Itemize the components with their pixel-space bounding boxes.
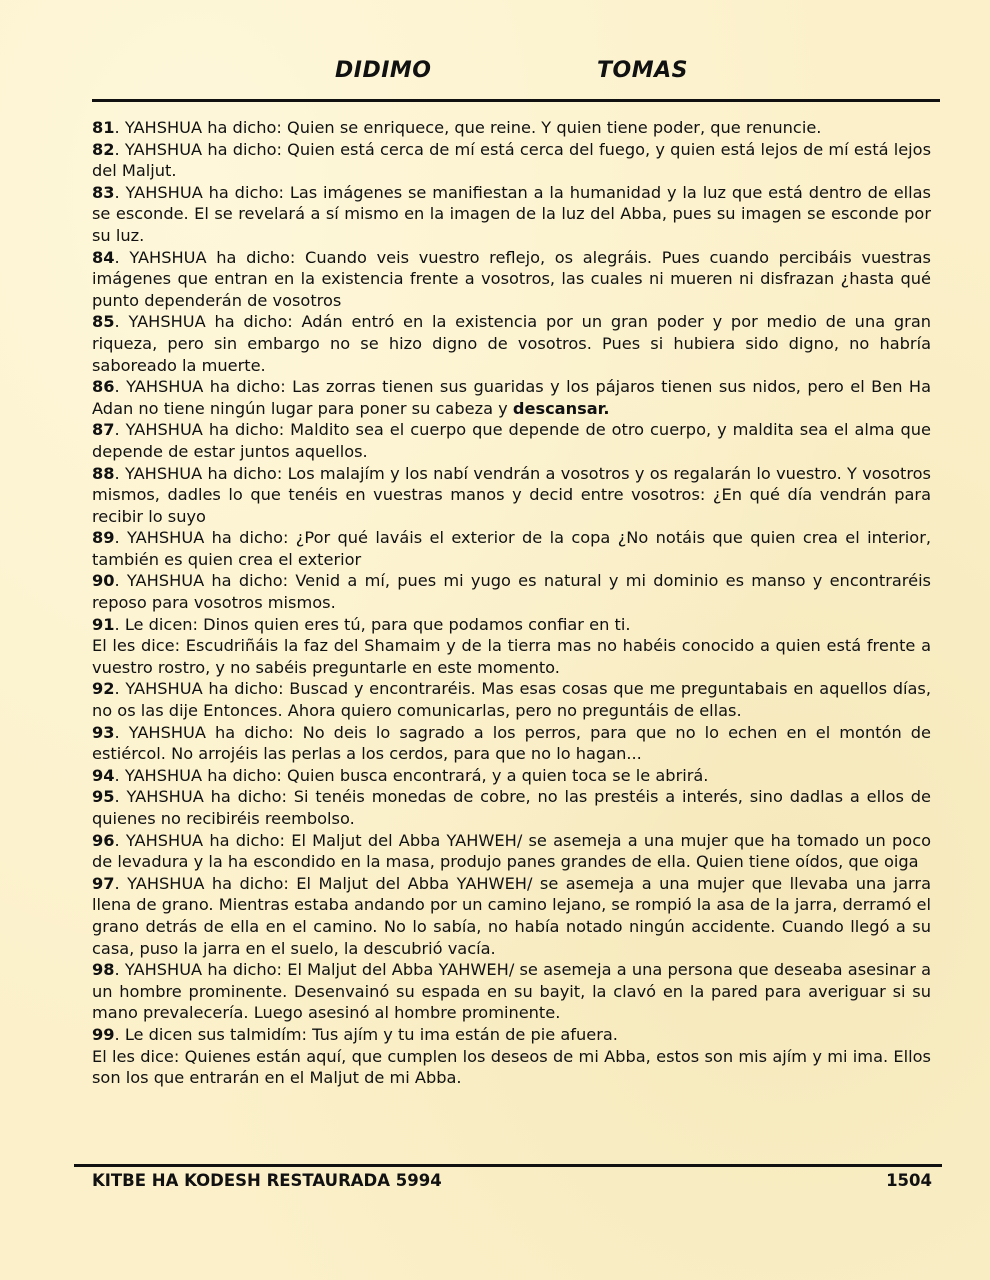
verse-text: . YAHSHUA ha dicho: Venid a mí, pues mi yugo es natural y mi dominio es manso y encontraréis reposo para vosotros mismos.: [92, 571, 931, 613]
verse-number: 93: [92, 722, 115, 742]
verse-number: 96: [92, 830, 115, 850]
footer-divider: [74, 1164, 942, 1167]
verse-text: . YAHSHUA ha dicho: No deis lo sagrado a los perros, para que no lo echen en el montón de estiércol. No arrojéis las perlas a los cerdos, para que no lo hagan...: [92, 722, 931, 764]
verse-text: . YAHSHUA ha dicho: Los malajím y los nabí vendrán a vosotros y os regalarán lo vuestro. Y vosotros mismos, dadles lo que tenéis en vuestras manos y decid entre vosotros: ¿En qué día vendrán para recibir lo suyo: [92, 463, 931, 526]
verse-text: . YAHSHUA ha dicho: Quien se enriquece, que reine. Y quien tiene poder, que renuncie.: [114, 118, 822, 137]
verse: [92, 722, 931, 765]
verse-number: 89: [92, 528, 115, 548]
verse: [92, 376, 931, 419]
verse-number: 83: [92, 182, 115, 202]
verse-text: . YAHSHUA ha dicho: El Maljut del Abba YAHWEH/ se asemeja a una mujer que ha tomado un poco de levadura y la ha escondido en la masa, produjo panes grandes de ella. Quien tiene oídos, que oiga: [92, 830, 931, 872]
verse-number: 94: [92, 765, 115, 785]
footer-book-title: KITBE HA KODESH RESTAURADA 5994: [92, 1171, 442, 1190]
verse-list: [92, 117, 931, 1089]
verse-text: . YAHSHUA ha dicho: Buscad y encontraréis. Mas esas cosas que me preguntabais en aquellos días, no os las dije Entonces. Ahora quiero comunicarlas, pero no preguntáis de ellas.: [92, 679, 931, 721]
verse-text: . YAHSHUA ha dicho: Adán entró en la existencia por un gran poder y por medio de una gran riqueza, pero sin embargo no se hizo digno de vosotros. Pues si hubiera sido digno, no habría saboreado la muerte.: [92, 312, 931, 375]
verse-number: 99: [92, 1024, 115, 1044]
verse: [92, 527, 931, 570]
verse-number: 98: [92, 960, 115, 980]
verse: [92, 765, 931, 787]
verse-text: . YAHSHUA ha dicho: El Maljut del Abba YAHWEH/ se asemeja a una persona que deseaba asesinar a un hombre prominente. Desenvainó su espada en su bayit, la clavó en la pared para averiguar si su mano prevalecería. Luego asesinó al hombre prominente.: [92, 960, 931, 1023]
verse: [92, 959, 931, 1024]
verse-text: . Le dicen: Dinos quien eres tú, para que podamos confiar en ti.: [114, 614, 631, 634]
verse-number: 87: [92, 420, 115, 440]
verse-text: . YAHSHUA ha dicho: Quien está cerca de mí está cerca del fuego, y quien está lejos de mí está lejos del Maljut.: [92, 139, 931, 181]
verse-text: . Le dicen sus talmidím: Tus ajím y tu ima están de pie afuera.: [114, 1024, 618, 1044]
verse-number: 90: [92, 571, 115, 591]
verse: [92, 419, 931, 462]
verse-continuation: [92, 635, 931, 678]
verse-number: 95: [92, 787, 115, 807]
page-number: 1504: [886, 1171, 932, 1190]
verse-number: 91: [92, 614, 115, 634]
verse-number: 82: [92, 139, 115, 159]
verse-text: . YAHSHUA ha dicho: Quien busca encontrará, y a quien toca se le abrirá.: [114, 765, 709, 785]
verse-text: . YAHSHUA ha dicho: El Maljut del Abba YAHWEH/ se asemeja a una mujer que llevaba una jarra llena de grano. Mientras estaba andando por un camino lejano, se rompió la asa de la jarra, derramó el grano detrás de ella en el camino. No lo sabía, no había notado ningún accidente. Cuando llegó a su casa, puso la jarra en el suelo, la descubrió vacía.: [92, 873, 931, 958]
verse: [92, 463, 931, 528]
verse-text: . YAHSHUA ha dicho: Las zorras tienen sus guaridas y los pájaros tienen sus nidos, pero el Ben Ha Adan no tiene ningún lugar para poner su cabeza y: [92, 377, 931, 418]
verse: [92, 830, 931, 873]
page-header: [0, 58, 990, 90]
verse-number: 84: [92, 247, 115, 267]
verse-number: 81: [92, 118, 115, 137]
verse-number: 92: [92, 679, 115, 699]
verse-text: . YAHSHUA ha dicho: Cuando veis vuestro reflejo, os alegráis. Pues cuando percibáis vuestras imágenes que entran en la existencia frente a vosotros, las cuales ni mueren ni disfrazan ¿hasta qué punto dependerán de vosotros: [92, 247, 931, 310]
verse: [92, 570, 931, 613]
verse: [92, 873, 931, 959]
verse: [92, 614, 931, 636]
verse-continuation: [92, 1046, 931, 1089]
header-divider: [92, 99, 940, 102]
verse-text: . YAHSHUA ha dicho: ¿Por qué laváis el exterior de la copa ¿No notáis que quien crea el interior, también es quien crea el exterior: [92, 528, 931, 569]
verse: [92, 311, 931, 376]
verse-number: 86: [92, 377, 115, 397]
header-title-left: DIDIMO: [335, 58, 432, 83]
verse-number: 85: [92, 312, 115, 332]
verse: [92, 182, 931, 247]
verse: [92, 117, 931, 139]
verse-text: El les dice: Escudriñáis la faz del Shamaim y de la tierra mas no habéis conocido a quien está frente a vuestro rostro, y no sabéis preguntarle en este momento.: [92, 636, 931, 677]
verse-emphasis: descansar.: [512, 398, 610, 418]
verse-number: 88: [92, 463, 115, 483]
verse: [92, 1024, 931, 1046]
verse-text: . YAHSHUA ha dicho: Las imágenes se manifiestan a la humanidad y la luz que está dentro de ellas se esconde. El se revelará a sí mismo en la imagen de la luz del Abba, pues su imagen se esconde por su luz.: [92, 182, 931, 245]
header-title-right: TOMAS: [597, 58, 688, 83]
verse-text: . YAHSHUA ha dicho: Si tenéis monedas de cobre, no las prestéis a interés, sino dadlas a ellos de quienes no recibiréis reembolso.: [92, 787, 931, 828]
verse-text: El les dice: Quienes están aquí, que cumplen los deseos de mi Abba, estos son mis ajím y mi ima. Ellos son los que entrarán en el Maljut de mi Abba.: [92, 1046, 931, 1088]
verse-text: . YAHSHUA ha dicho: Maldito sea el cuerpo que depende de otro cuerpo, y maldita sea el alma que depende de estar juntos aquellos.: [92, 420, 931, 461]
verse: [92, 139, 931, 182]
verse-number: 97: [92, 873, 115, 893]
verse: [92, 678, 931, 721]
verse: [92, 786, 931, 829]
verse: [92, 247, 931, 312]
